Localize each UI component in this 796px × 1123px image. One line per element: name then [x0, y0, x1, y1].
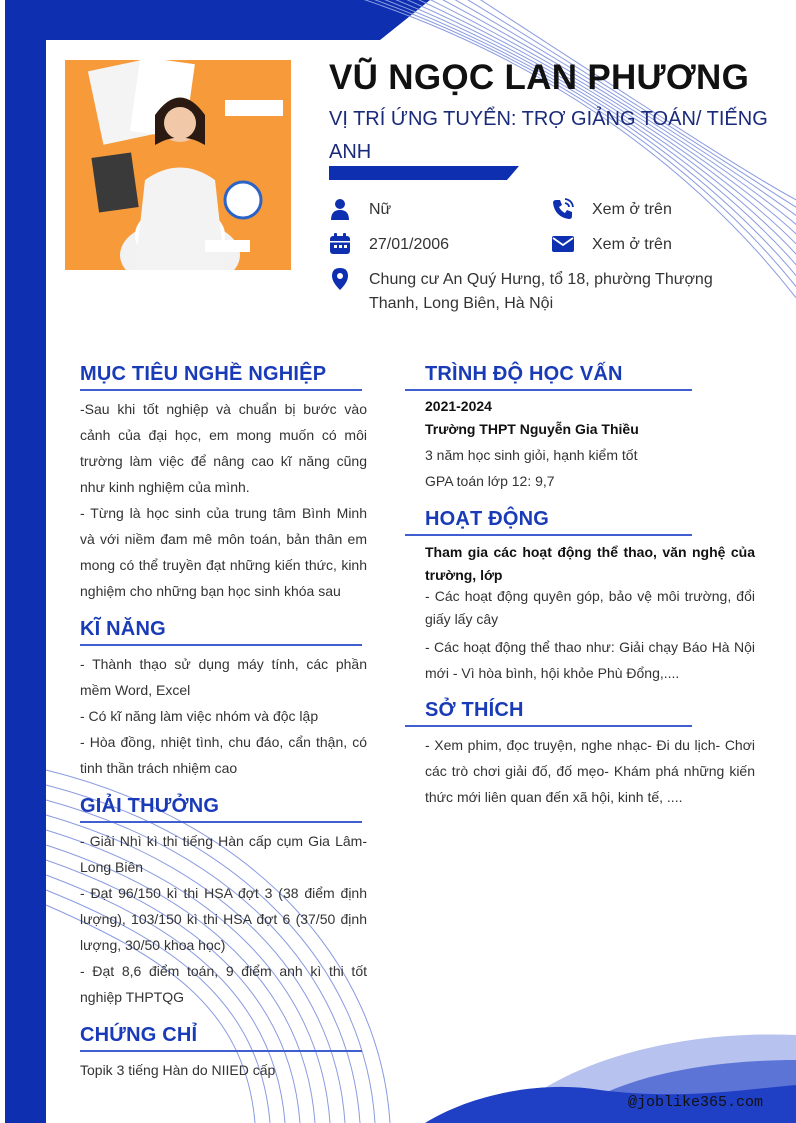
activities-heading: Tham gia các hoạt động thể thao, văn nghệ của trường, lớp	[425, 544, 755, 583]
activity-item: - Các hoạt động quyên góp, bảo vệ môi trường, đổi giấy lấy cây	[425, 588, 755, 627]
skill-item: - Thành thạo sử dụng máy tính, các phần mềm Word, Excel	[80, 656, 367, 698]
awards-title: GIẢI THƯỞNG	[80, 795, 220, 817]
education-detail: GPA toán lớp 12: 9,7	[425, 473, 555, 489]
objective-text	[80, 396, 367, 604]
skills-title: KĨ NĂNG	[80, 618, 166, 640]
awards-list	[80, 828, 367, 1010]
objective-paragraph: -Sau khi tốt nghiệp và chuẩn bị bước vào cảnh của đại học, em mong muốn có môi trường làm việc để nâng cao kĩ năng cũng như kinh nghiệm của mình.	[80, 401, 367, 495]
hobbies-title: SỞ THÍCH	[425, 699, 524, 721]
profile-photo	[65, 60, 291, 270]
hobby-item: - Xem phim, đọc truyện, nghe nhạc- Đi du lịch- Chơi các trò chơi giải đố, đố mẹo- Khám phá những kiến thức mới liên quan đến xã hội, kinh tế, ....	[425, 737, 755, 805]
skill-item: - Hòa đồng, nhiệt tình, chu đáo, cẩn thận, có tinh thần trách nhiệm cao	[80, 734, 367, 776]
education-detail: 3 năm học sinh giỏi, hạnh kiểm tốt	[425, 447, 638, 463]
certificates-title: CHỨNG CHỈ	[80, 1024, 198, 1046]
calendar-icon	[329, 233, 351, 255]
hobbies-list	[425, 732, 755, 810]
certificates-list	[80, 1057, 367, 1083]
birthdate-value: 27/01/2006	[369, 236, 450, 253]
activities-title: HOẠT ĐỘNG	[425, 508, 550, 530]
skills-list	[80, 651, 367, 781]
objective-title: MỤC TIÊU NGHỀ NGHIỆP	[80, 363, 327, 385]
award-item: - Đạt 8,6 điểm toán, 9 điểm anh kì thi tốt nghiệp THPTQG	[80, 963, 367, 1005]
email-value: Xem ở trên	[592, 236, 672, 253]
email-icon	[552, 233, 574, 255]
education-title: TRÌNH ĐỘ HỌC VẤN	[425, 363, 623, 385]
address-value: Chung cư An Quý Hưng, tổ 18, phường Thượng Thanh, Long Biên, Hà Nội	[369, 271, 713, 312]
header-accent-bar	[329, 166, 519, 180]
certificate-item: Topik 3 tiếng Hàn do NIIED cấp	[80, 1062, 276, 1078]
hobbies-divider	[405, 725, 692, 727]
certificates-divider	[80, 1050, 362, 1052]
objective-divider	[80, 389, 362, 391]
candidate-name: VŨ NGỌC LAN PHƯƠNG	[329, 58, 750, 97]
gender-value: Nữ	[369, 201, 392, 218]
awards-divider	[80, 821, 362, 823]
activities-list	[425, 585, 755, 686]
location-pin-icon	[329, 268, 351, 290]
activity-item: - Các hoạt động thể thao như: Giải chạy Báo Hà Nội mới - Vì hòa bình, hội khỏe Phù Đổng,....	[425, 639, 755, 681]
education-school: Trường THPT Nguyễn Gia Thiều	[425, 421, 639, 437]
objective-paragraph: - Từng là học sinh của trung tâm Bình Minh và với niềm đam mê môn toán, bản thân em mong có thể truyền đạt những kiến thức, kinh nghiệm cho những bạn học sinh khóa sau	[80, 505, 367, 599]
phone-value: Xem ở trên	[592, 201, 672, 218]
activities-divider	[405, 534, 692, 536]
award-item: - Giải Nhì kì thi tiếng Hàn cấp cụm Gia Lâm-Long Biên	[80, 833, 367, 875]
skills-divider	[80, 644, 362, 646]
education-details	[425, 442, 755, 494]
watermark: @joblike365.com	[628, 1094, 764, 1111]
position-title: VỊ TRÍ ỨNG TUYỂN: TRỢ GIẢNG TOÁN/ TIẾNG ANH	[329, 108, 768, 163]
person-icon	[329, 198, 351, 220]
phone-icon	[552, 198, 574, 220]
education-divider	[405, 389, 692, 391]
skill-item: - Có kĩ năng làm việc nhóm và độc lập	[80, 708, 319, 724]
award-item: - Đạt 96/150 kì thi HSA đợt 3 (38 điểm định lượng), 103/150 kì thi HSA đợt 6 (37/50 định lượng, 30/50 khoa học)	[80, 885, 367, 953]
education-years: 2021-2024	[425, 398, 492, 414]
